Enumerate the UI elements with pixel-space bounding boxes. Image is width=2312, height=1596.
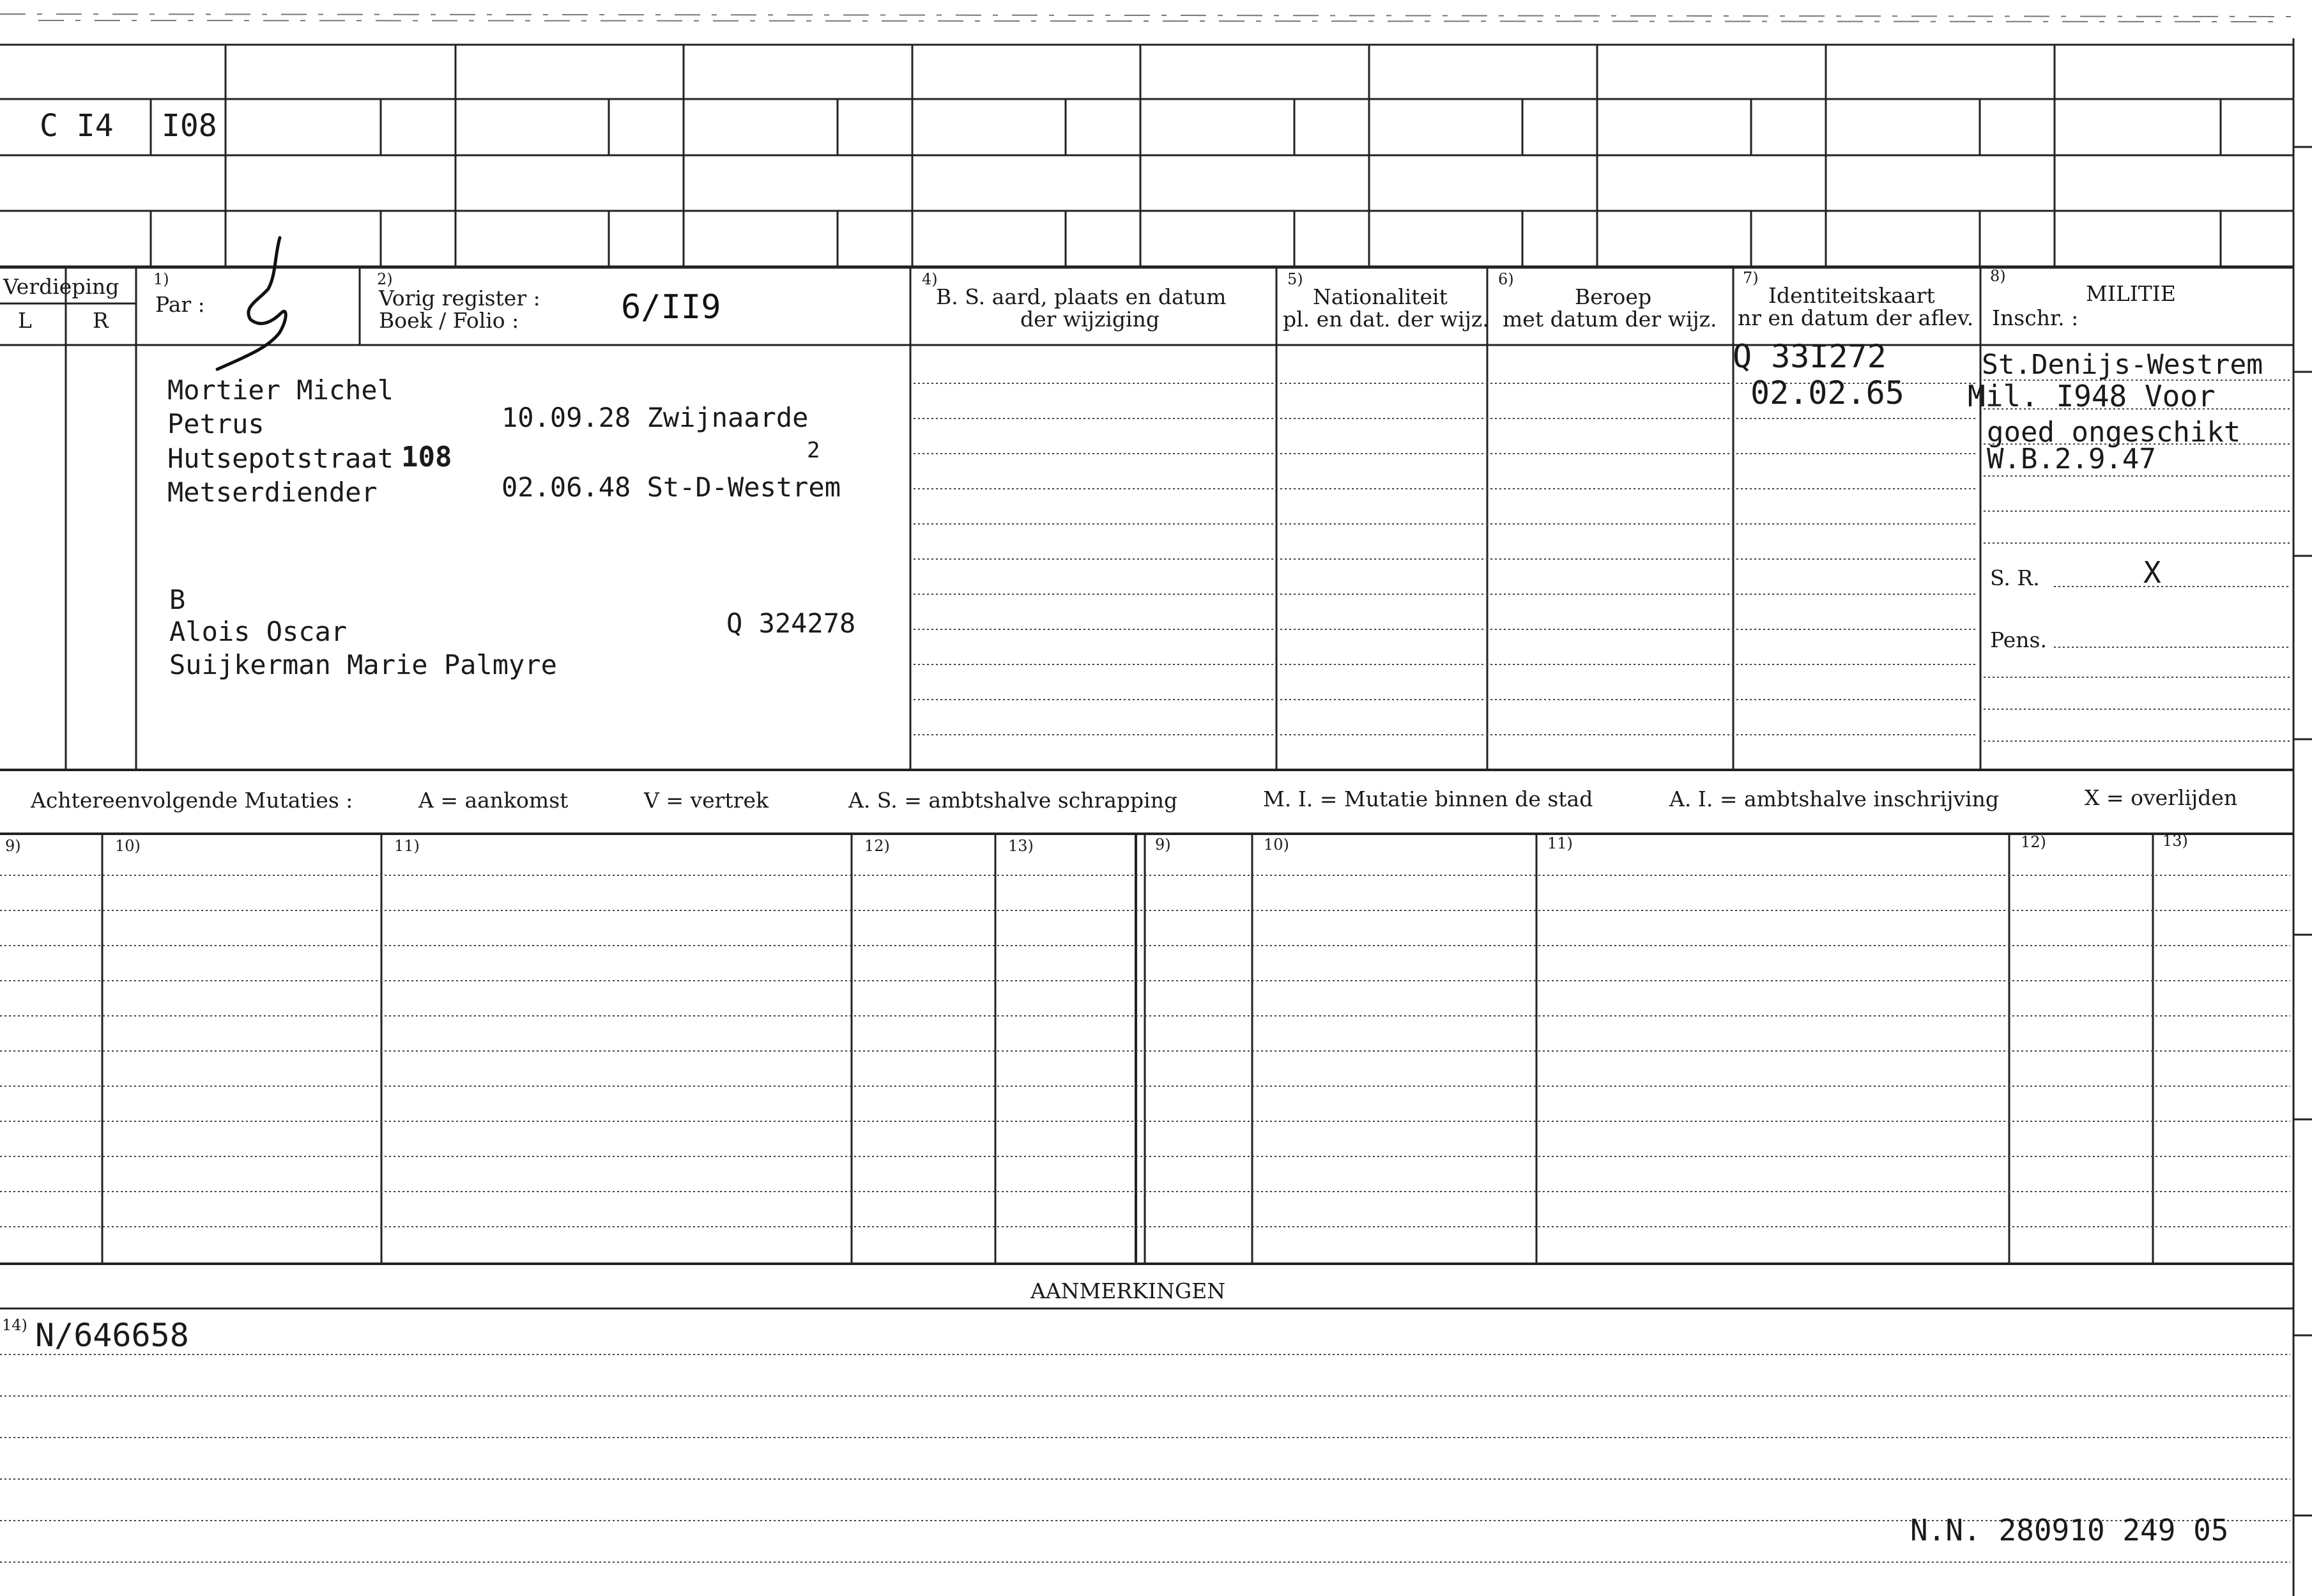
- militie-line-1: St.Denijs-Westrem: [1982, 349, 2263, 381]
- militie-title: MILITIE: [2086, 281, 2176, 306]
- field-7-line-1: Identiteitskaart: [1768, 283, 1935, 308]
- id-card-number: Q 33I272: [1733, 338, 1887, 375]
- field-7-line-2: nr en datum der aflev.: [1738, 305, 1974, 330]
- block-code: C I4: [40, 108, 114, 144]
- field-2-label-2: Boek / Folio :: [379, 308, 519, 333]
- mutatie-legend-overlijden: X = overlijden: [2085, 785, 2238, 810]
- mutatie-legend-schrapping: A. S. = ambtshalve schrapping: [848, 788, 1178, 813]
- mutaties-col-9b: 9): [1155, 836, 1171, 854]
- militie-line-3: goed ongeschikt: [1987, 416, 2241, 449]
- field-5-line-2: pl. en dat. der wijz.: [1283, 307, 1489, 332]
- mutaties-col-13a: 13): [1008, 837, 1034, 855]
- person-birth: 10.09.28 Zwijnaarde: [501, 402, 809, 433]
- national-number: N.N. 280910 249 05: [1910, 1513, 2229, 1547]
- verdieping-left: L: [18, 308, 32, 333]
- mutaties-col-9a: 9): [5, 837, 21, 855]
- field-4-number: 4): [922, 270, 938, 288]
- person-id-ref: Q 324278: [726, 608, 856, 639]
- boek-folio-value: 6/II9: [621, 288, 721, 326]
- sr-label: S. R.: [1990, 565, 2040, 590]
- mutaties-col-12a: 12): [864, 837, 890, 855]
- person-father: Alois Oscar: [169, 616, 348, 647]
- aanmerkingen-title: AANMERKINGEN: [1030, 1278, 1226, 1303]
- person-occupation: Metserdiender: [167, 477, 378, 508]
- mutatie-legend-inschrijving: A. I. = ambtshalve inschrijving: [1669, 786, 2000, 811]
- field-1-number: 1): [153, 270, 169, 288]
- field-7-number: 7): [1743, 269, 1759, 287]
- militie-line-4: W.B.2.9.47: [1987, 443, 2156, 475]
- field-6-line-2: met datum der wijz.: [1503, 307, 1717, 332]
- person-given-name: Petrus: [167, 408, 264, 440]
- mutaties-col-13b: 13): [2163, 832, 2188, 850]
- person-mother: Suijkerman Marie Palmyre: [169, 649, 557, 680]
- field-6-line-1: Beroep: [1575, 284, 1652, 309]
- verdieping-label: Verdieping: [3, 274, 119, 299]
- field-6-number: 6): [1498, 270, 1514, 288]
- field-1-label: Par :: [155, 292, 205, 317]
- militie-line-2: Mil. I948 Voor: [1968, 379, 2216, 413]
- person-house-number: 108: [401, 441, 452, 473]
- aanmerkingen-number: 14): [2, 1316, 27, 1334]
- pens-label: Pens.: [1990, 627, 2047, 652]
- block-number: I08: [162, 108, 217, 144]
- inschr-label: Inschr. :: [1992, 305, 2079, 330]
- aanmerkingen-value: N/646658: [35, 1317, 189, 1354]
- mutaties-col-10a: 10): [115, 837, 141, 855]
- field-2-number: 2): [377, 270, 393, 288]
- person-arrival: 02.06.48 St-D-Westrem: [501, 472, 841, 503]
- mutatie-legend-aankomst: A = aankomst: [418, 788, 569, 813]
- field-8-number: 8): [1990, 267, 2006, 285]
- field-4-line-2: der wijziging: [1020, 307, 1160, 332]
- person-name: Mortier Michel: [167, 374, 394, 406]
- mutaties-col-11a: 11): [394, 837, 420, 855]
- mutaties-col-10b: 10): [1264, 836, 1289, 854]
- person-street: Hutsepotstraat: [167, 443, 394, 474]
- mutaties-label: Achtereenvolgende Mutaties :: [31, 788, 353, 813]
- mutaties-col-11b: 11): [1547, 834, 1573, 852]
- person-status: B: [169, 584, 186, 615]
- field-5-number: 5): [1287, 270, 1303, 288]
- field-5-line-1: Nationaliteit: [1313, 284, 1448, 309]
- mutatie-legend-binnen-stad: M. I. = Mutatie binnen de stad: [1263, 786, 1593, 811]
- person-superscript: 2: [807, 438, 820, 463]
- sr-value: X: [2143, 555, 2161, 590]
- mutaties-col-12b: 12): [2021, 833, 2046, 851]
- verdieping-right: R: [93, 308, 109, 333]
- mutatie-legend-vertrek: V = vertrek: [644, 788, 769, 813]
- field-2-label-1: Vorig register :: [379, 286, 540, 311]
- id-card-date: 02.02.65: [1750, 374, 1904, 411]
- field-4-line-1: B. S. aard, plaats en datum: [936, 284, 1227, 309]
- signature-mark: [217, 238, 286, 369]
